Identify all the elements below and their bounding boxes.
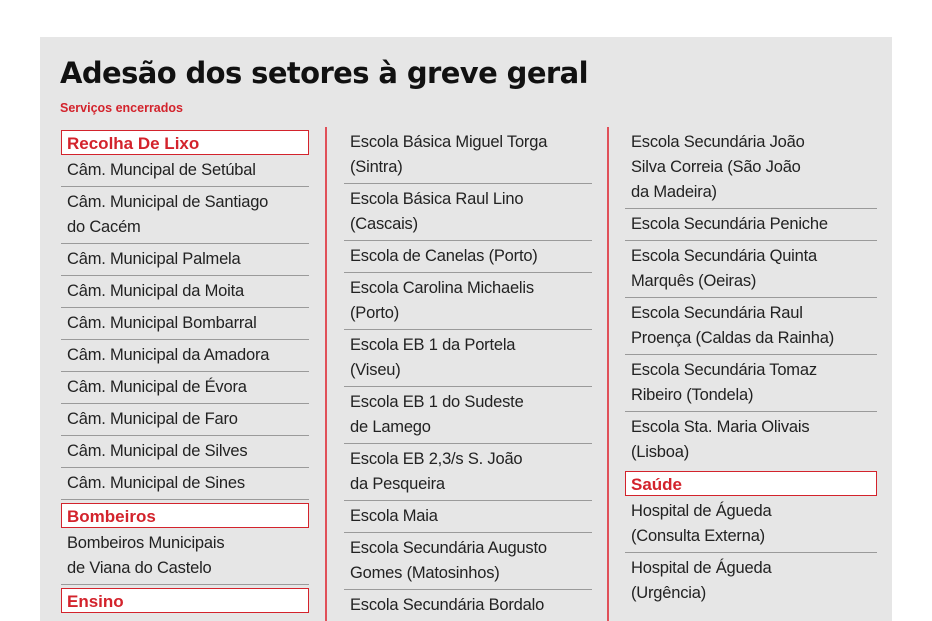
list-item	[61, 155, 309, 187]
list-item-line: Marquês (Oeiras)	[631, 272, 757, 290]
list-item-line: Escola EB 2,3/s S. João	[350, 450, 523, 468]
column-3	[625, 127, 877, 609]
list-item-line: da Madeira)	[631, 183, 717, 201]
list-item-line: Câm. Municipal de Évora	[67, 378, 247, 396]
list-item-line: Câm. Muncipal de Setúbal	[67, 161, 256, 179]
list-item	[625, 553, 877, 609]
list-item-line: Escola Secundária Raul	[631, 304, 803, 322]
list-item-line: Escola Carolina Michaelis	[350, 279, 534, 297]
list-item	[344, 501, 592, 533]
list-item-line: (Porto)	[350, 304, 400, 322]
column-divider	[325, 127, 327, 621]
column-1	[61, 127, 309, 613]
page-title: Adesão dos setores à greve geral	[60, 56, 588, 90]
list-item-line: Escola EB 1 do Sudeste	[350, 393, 524, 411]
list-item-line: Escola Secundária Quinta	[631, 247, 817, 265]
list-item-line: Gomes (Matosinhos)	[350, 564, 500, 582]
list-item-line: Câm. Municipal Bombarral	[67, 314, 257, 332]
section-header-recolha-de-lixo: Recolha De Lixo	[61, 130, 309, 155]
list-item-line: do Cacém	[67, 218, 141, 236]
list-item	[61, 187, 309, 244]
list-item	[61, 308, 309, 340]
section-header-saude: Saúde	[625, 471, 877, 496]
list-item	[61, 372, 309, 404]
page-subtitle: Serviços encerrados	[60, 101, 183, 115]
list-item-line: (Lisboa)	[631, 443, 690, 461]
list-item-line: Silva Correia (São João	[631, 158, 801, 176]
list-item-line: de Lamego	[350, 418, 431, 436]
list-item-line: Escola Secundária João	[631, 133, 805, 151]
list-item-line: Escola Secundária Bordalo	[350, 596, 545, 614]
list-item-line: Escola EB 1 da Portela	[350, 336, 516, 354]
list-item-line: Escola Secundária Augusto	[350, 539, 547, 557]
list-item-line: Câm. Municipal da Amadora	[67, 346, 270, 364]
list-item	[344, 127, 592, 184]
list-item	[61, 244, 309, 276]
list-item-line: (Consulta Externa)	[631, 527, 765, 545]
list-item-line: Câm. Municipal da Moita	[67, 282, 244, 300]
list-item-line: Proença (Caldas da Rainha)	[631, 329, 834, 347]
list-item-line: Câm. Municipal de Santiago	[67, 193, 269, 211]
section-list-ensino-continued-2	[625, 127, 877, 468]
list-item-line: Câm. Municipal de Faro	[67, 410, 238, 428]
list-item-line: Bombeiros Municipais	[67, 534, 225, 552]
list-item	[61, 468, 309, 500]
list-item	[61, 404, 309, 436]
list-item	[61, 528, 309, 585]
column-divider	[607, 127, 609, 621]
section-list-ensino-continued	[344, 127, 592, 621]
list-item	[344, 387, 592, 444]
list-item	[625, 209, 877, 241]
list-item-line: Escola Secundária Peniche	[631, 215, 828, 233]
section-header-ensino: Ensino	[61, 588, 309, 613]
list-item	[61, 276, 309, 308]
list-item	[344, 330, 592, 387]
list-item	[344, 533, 592, 590]
list-item	[625, 241, 877, 298]
list-item	[344, 241, 592, 273]
list-item	[344, 444, 592, 501]
section-list-recolha-de-lixo	[61, 155, 309, 500]
list-item-line: Escola Maia	[350, 507, 438, 525]
list-item	[61, 436, 309, 468]
list-item	[625, 127, 877, 209]
list-item-line: (Cascais)	[350, 215, 418, 233]
list-item	[625, 496, 877, 553]
list-item-line: (Viseu)	[350, 361, 401, 379]
list-item-line: Escola Básica Raul Lino	[350, 190, 524, 208]
list-item-line: Câm. Municipal Palmela	[67, 250, 241, 268]
list-item-line: Escola Sta. Maria Olivais	[631, 418, 810, 436]
list-item	[344, 184, 592, 241]
list-item	[61, 340, 309, 372]
column-2	[344, 127, 592, 621]
list-item-line: da Pesqueira	[350, 475, 445, 493]
list-item-line: Escola de Canelas (Porto)	[350, 247, 538, 265]
list-item-line: Câm. Municipal de Silves	[67, 442, 248, 460]
list-item	[625, 298, 877, 355]
list-item-line: (Sintra)	[350, 158, 403, 176]
list-item	[344, 590, 592, 621]
list-item-line: Hospital de Águeda	[631, 559, 772, 577]
list-item-line: (Urgência)	[631, 584, 707, 602]
list-item	[344, 273, 592, 330]
section-list-saude	[625, 496, 877, 609]
section-header-bombeiros: Bombeiros	[61, 503, 309, 528]
list-item-line: de Viana do Castelo	[67, 559, 212, 577]
section-list-bombeiros	[61, 528, 309, 585]
list-item-line: Ribeiro (Tondela)	[631, 386, 754, 404]
list-item-line: Hospital de Águeda	[631, 502, 772, 520]
infographic-panel	[40, 37, 892, 621]
list-item-line: Escola Básica Miguel Torga	[350, 133, 548, 151]
list-item-line: Câm. Municipal de Sines	[67, 474, 245, 492]
list-item	[625, 412, 877, 468]
list-item-line: Escola Secundária Tomaz	[631, 361, 817, 379]
list-item	[625, 355, 877, 412]
